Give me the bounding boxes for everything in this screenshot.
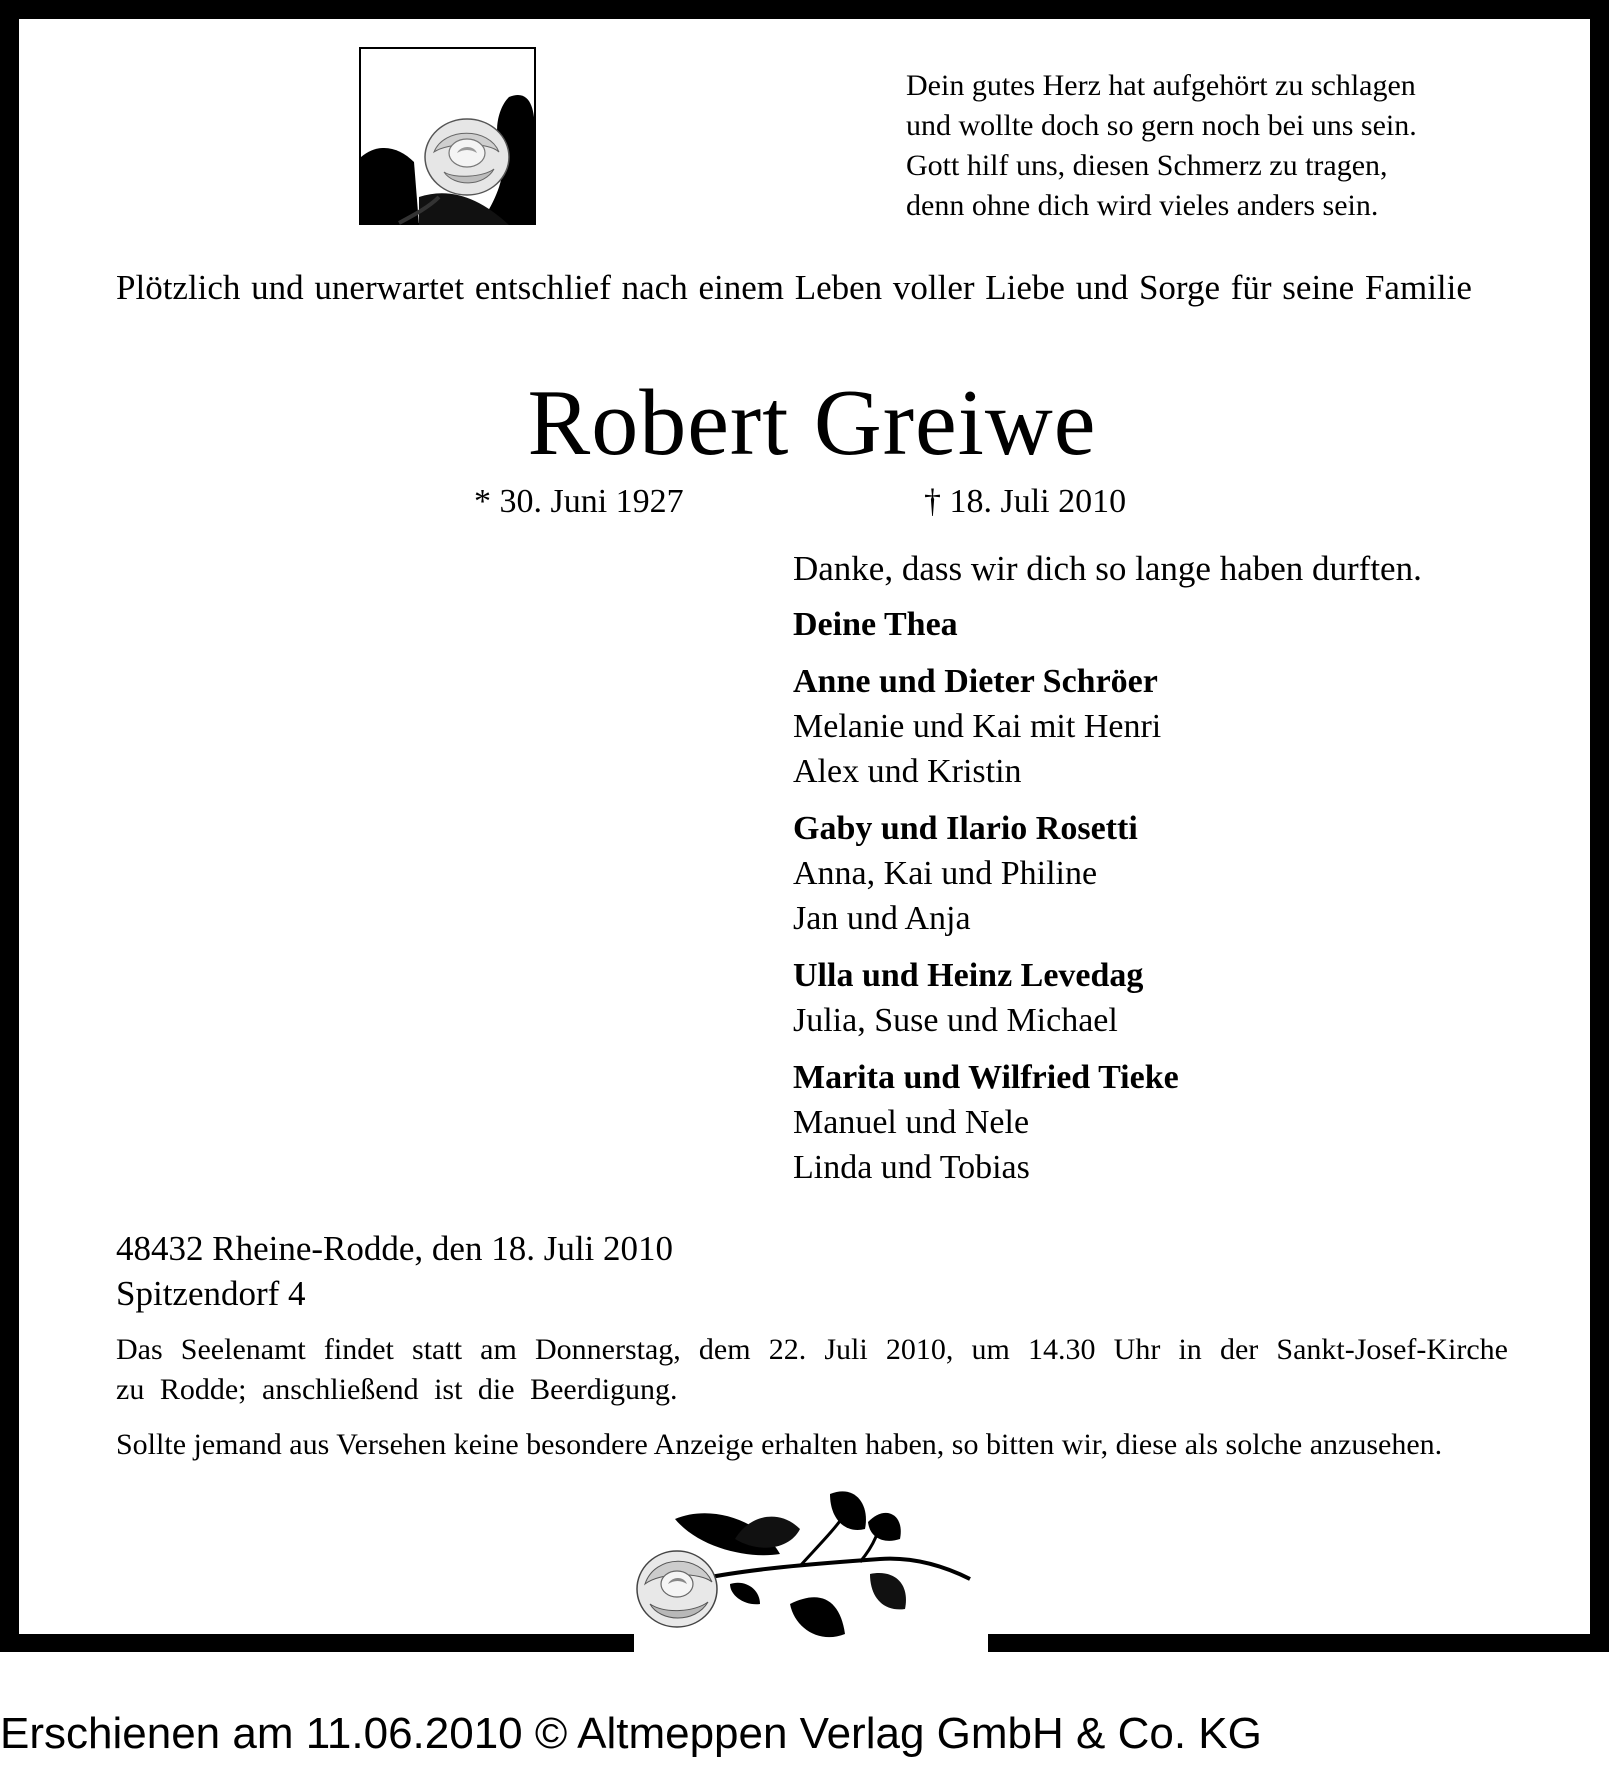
street-address: Spitzendorf 4 <box>116 1274 306 1313</box>
poem-line: denn ohne dich wird vieles anders sein. <box>906 189 1379 222</box>
poem-line: Gott hilf uns, diesen Schmerz zu tragen, <box>906 149 1388 182</box>
memorial-poem <box>906 66 1526 226</box>
mourner-member: Linda und Tobias <box>793 1149 1030 1186</box>
deceased-name: Robert Greiwe <box>527 371 1097 475</box>
birth-date: * 30. Juni 1927 <box>474 483 684 520</box>
frame-bottom-right-border <box>988 1634 1609 1652</box>
place-date: 48432 Rheine-Rodde, den 18. Juli 2010 <box>116 1229 674 1268</box>
mourner-group <box>793 806 1553 941</box>
mourner-member: Alex und Kristin <box>793 753 1022 790</box>
mourner-group <box>793 602 1553 647</box>
mourner-group <box>793 659 1553 794</box>
rose-illustration-icon <box>630 1484 990 1654</box>
mourner-member: Manuel und Nele <box>793 1104 1030 1141</box>
thanks-line: Danke, dass wir dich so lange haben durften. <box>793 549 1422 588</box>
notice-note: Sollte jemand aus Versehen keine besondere Anzeige erhalten haben, so bitten wir, diese als solche anzusehen. <box>116 1428 1443 1461</box>
mourner-group <box>793 1055 1553 1190</box>
mourner-group-head: Anne und Dieter Schröer <box>793 663 1158 700</box>
death-date: † 18. Juli 2010 <box>924 483 1127 520</box>
poem-line: und wollte doch so gern noch bei uns sein. <box>906 109 1417 142</box>
mourner-group <box>793 953 1553 1043</box>
frame-left-border <box>0 0 19 1652</box>
rose-photo-image <box>359 47 537 227</box>
mourner-member: Jan und Anja <box>793 900 971 937</box>
poem-line: Dein gutes Herz hat aufgehört zu schlagen <box>906 69 1416 102</box>
address-block <box>116 1226 673 1316</box>
mourners-list <box>793 602 1553 1202</box>
intro-text: Plötzlich und unerwartet entschlief nach einem Leben voller Liebe und Sorge für seine Familie <box>116 268 1472 307</box>
frame-top-border <box>0 0 1609 19</box>
mourner-group-head: Deine Thea <box>793 606 958 643</box>
mourner-group-head: Ulla und Heinz Levedag <box>793 957 1144 994</box>
mourner-group-head: Marita und Wilfried Tieke <box>793 1059 1179 1096</box>
frame-right-border <box>1590 0 1609 1652</box>
funeral-notice: Das Seelenamt findet statt am Donnerstag, dem 22. Juli 2010, um 14.30 Uhr in der Sankt-Josef-Kirche zu Rodde; anschließend ist die Beerdigung. <box>116 1333 1508 1406</box>
frame-bottom-left-border <box>0 1634 634 1652</box>
mourner-member: Anna, Kai und Philine <box>793 855 1098 892</box>
mourner-member: Melanie und Kai mit Henri <box>793 708 1162 745</box>
mourner-group-head: Gaby und Ilario Rosetti <box>793 810 1138 847</box>
mourner-member: Julia, Suse und Michael <box>793 1002 1118 1039</box>
publication-footer: Erschienen am 11.06.2010 © Altmeppen Verlag GmbH & Co. KG <box>0 1709 1262 1758</box>
